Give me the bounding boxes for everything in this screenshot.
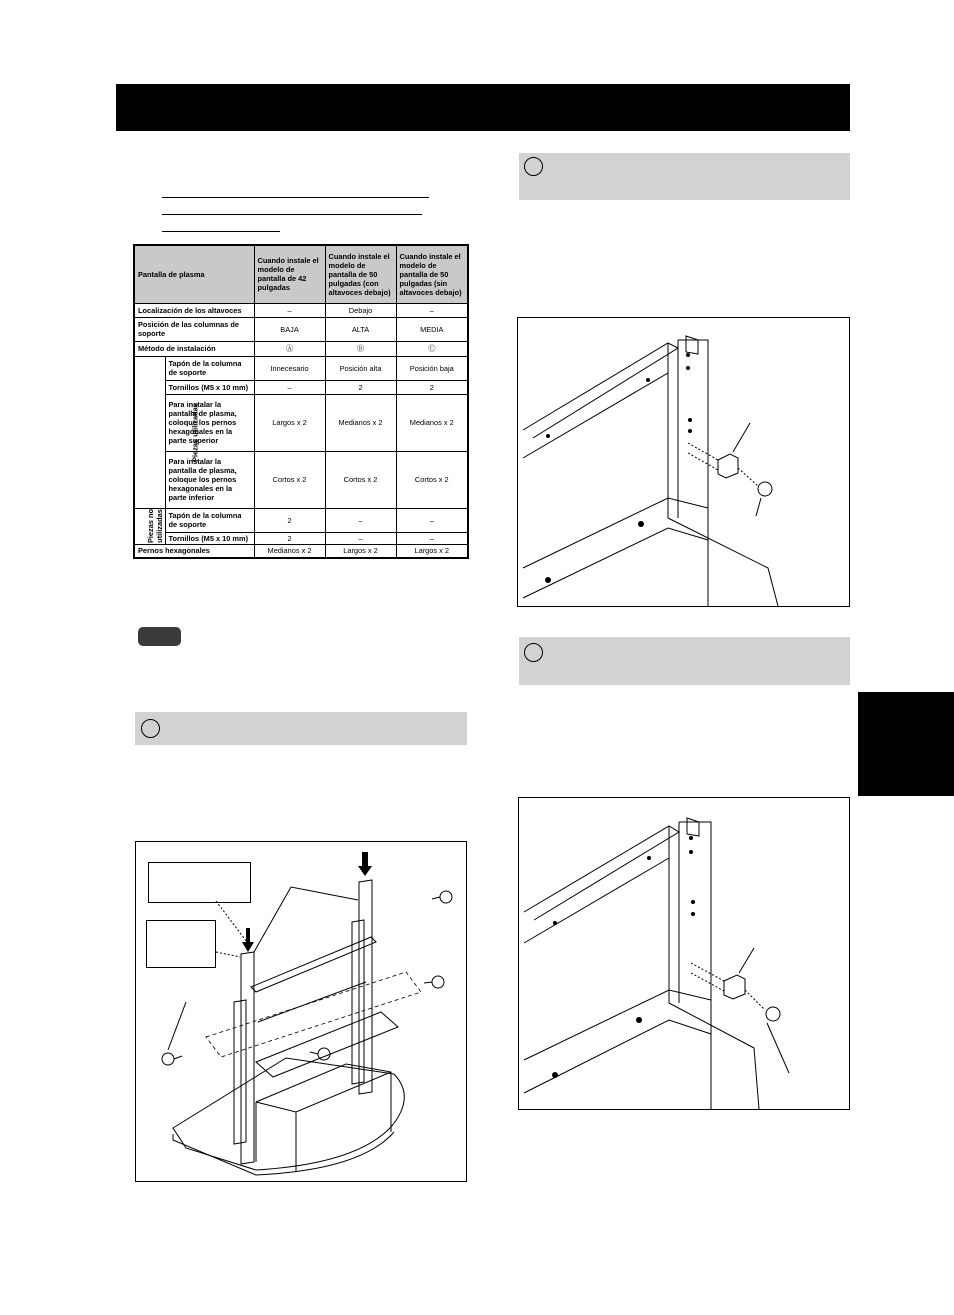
table-cell: BAJA	[254, 317, 325, 341]
table-cell: Innecesario	[254, 356, 325, 380]
table-cell: Largos x 2	[254, 394, 325, 451]
table-cell: –	[325, 532, 396, 544]
row-label: Localización de los altavoces	[134, 303, 254, 317]
underline-3	[162, 231, 280, 232]
table-cell: Medianos x 2	[254, 544, 325, 558]
table-cell: –	[396, 508, 468, 532]
row-label: Tornillos (M5 x 10 mm)	[165, 532, 254, 544]
table-cell: –	[396, 532, 468, 544]
step-header-right-top	[519, 153, 850, 200]
table-cell: 2	[396, 380, 468, 394]
stand-assembly-figure	[135, 841, 467, 1182]
table-cell: Posición alta	[325, 356, 396, 380]
step-circle	[524, 157, 543, 176]
table-cell: –	[254, 303, 325, 317]
row-label: Pernos hexagonales	[134, 544, 254, 558]
table-cell: –	[254, 380, 325, 394]
note-badge	[138, 627, 181, 646]
step-circle	[524, 643, 543, 662]
row-label: Método de instalación	[134, 341, 254, 356]
used-group-label: Piezas utilizadas	[190, 402, 200, 462]
table-cell: MEDIA	[396, 317, 468, 341]
specs-table	[133, 244, 469, 559]
table-cell: Cortos x 2	[254, 451, 325, 508]
page-title-bar	[116, 84, 850, 131]
column-cap-low-figure	[518, 797, 850, 1110]
underline-2	[162, 214, 422, 215]
table-cell: 2	[325, 380, 396, 394]
step-circle	[141, 719, 160, 738]
side-tab	[858, 692, 954, 796]
header-col-50-without: Cuando instale el modelo de pantalla de 50 pulgadas (sin altavoces debajo)	[396, 245, 468, 303]
step-header-right-bottom	[519, 637, 850, 685]
table-cell: Largos x 2	[325, 544, 396, 558]
column-cap-low-drawing	[519, 798, 849, 1109]
table-cell: ALTA	[325, 317, 396, 341]
unused-group-cell	[134, 508, 165, 544]
underline-1	[162, 197, 429, 198]
table-cell: Cortos x 2	[325, 451, 396, 508]
header-col-50-with: Cuando instale el modelo de pantalla de 50 pulgadas (con altavoces debajo)	[325, 245, 396, 303]
table-cell: –	[325, 508, 396, 532]
table-cell: Debajo	[325, 303, 396, 317]
table-cell: 2	[254, 532, 325, 544]
table-cell: Cortos x 2	[396, 451, 468, 508]
table-cell: Ⓐ	[254, 341, 325, 356]
row-label: Tapón de la columna de soporte	[165, 356, 254, 380]
table-cell: Medianos x 2	[396, 394, 468, 451]
row-label: Para instalar la pantalla de plasma, coloque los pernos hexagonales en la parte inferior	[165, 451, 254, 508]
table-cell: Largos x 2	[396, 544, 468, 558]
table-cell: –	[396, 303, 468, 317]
stand-assembly-drawing	[136, 842, 466, 1181]
row-label: Para instalar la pantalla de plasma, coloque los pernos hexagonales en la parte superior	[165, 394, 254, 451]
column-cap-high-drawing	[518, 318, 849, 606]
row-label: Posición de las columnas de soporte	[134, 317, 254, 341]
table-cell: Posición baja	[396, 356, 468, 380]
used-group-cell	[134, 356, 200, 508]
table-cell: 2	[254, 508, 325, 532]
unused-group-label: Piezas no utilizadas	[146, 508, 164, 544]
header-label: Pantalla de plasma	[134, 245, 254, 303]
row-label: Tapón de la columna de soporte	[165, 508, 254, 532]
header-col-42: Cuando instale el modelo de pantalla de 42 pulgadas	[254, 245, 325, 303]
column-cap-high-figure	[517, 317, 850, 607]
step-header-left	[135, 712, 467, 745]
row-label: Tornillos (M5 x 10 mm)	[165, 380, 254, 394]
table-cell: Medianos x 2	[325, 394, 396, 451]
table-cell: Ⓒ	[396, 341, 468, 356]
table-cell: Ⓑ	[325, 341, 396, 356]
